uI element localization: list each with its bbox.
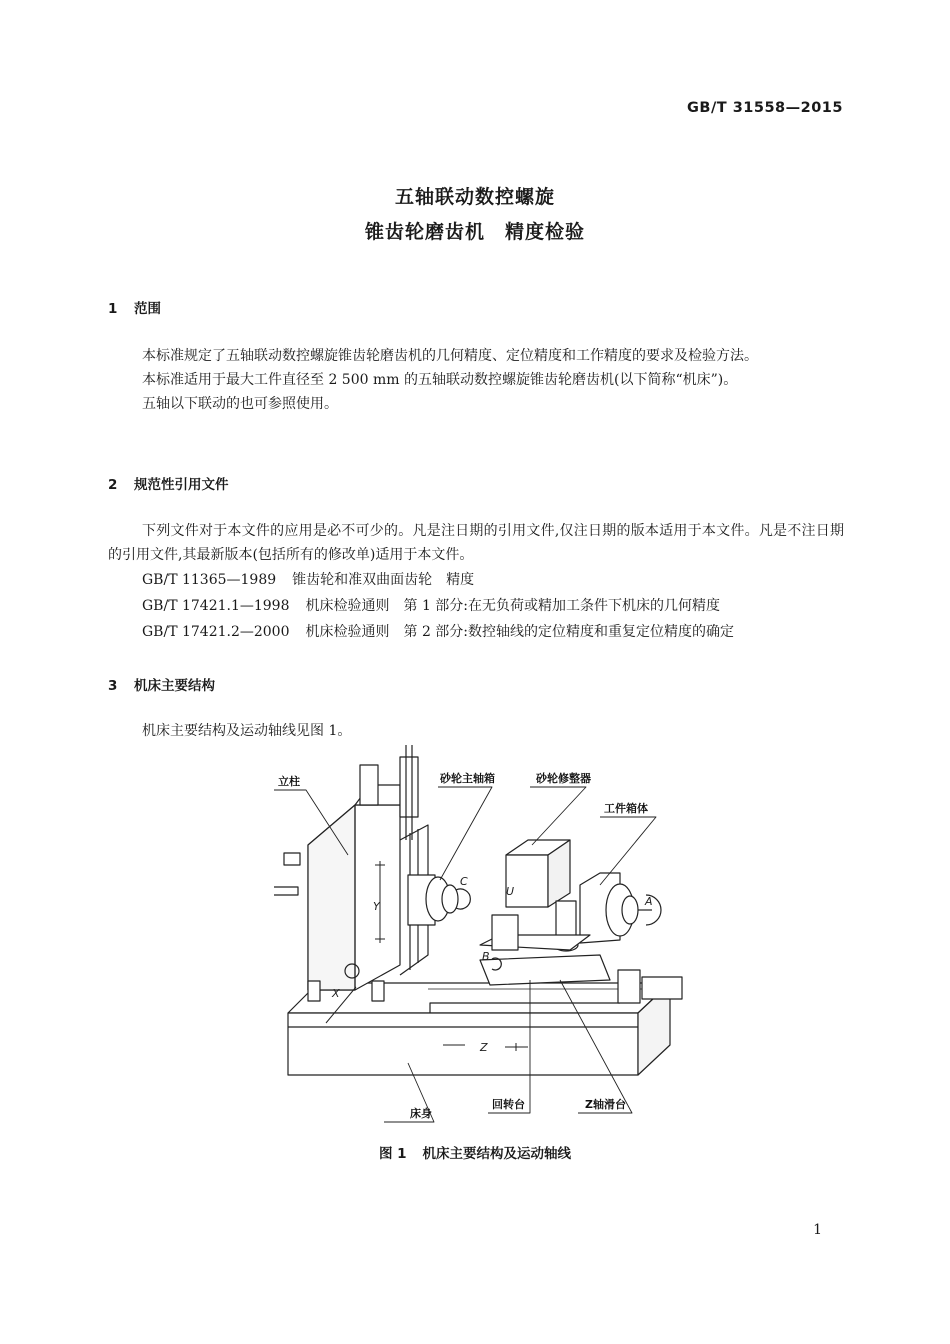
section-1-body bbox=[108, 344, 844, 416]
section-2-heading bbox=[108, 473, 229, 493]
axis-b-label: B bbox=[482, 950, 490, 963]
axis-z-label: Z bbox=[480, 1041, 488, 1054]
reference-title: 机床检验通则 第 1 部分:在无负荷或精加工条件下机床的几何精度 bbox=[305, 598, 721, 614]
label-work-head: 工件箱体 bbox=[604, 802, 648, 815]
caption-number: 图 1 bbox=[378, 1146, 407, 1162]
label-column: 立柱 bbox=[278, 775, 300, 788]
section-number: 2 bbox=[108, 477, 118, 493]
section-1-heading bbox=[108, 297, 161, 317]
axis-u-label: U bbox=[506, 885, 515, 898]
paragraph: 本标准适用于最大工件直径至 2 500 mm 的五轴联动数控螺旋锥齿轮磨齿机(以下简称“机床”)。 bbox=[142, 372, 738, 388]
machine-structure-figure bbox=[260, 745, 700, 1130]
section-number: 1 bbox=[108, 301, 118, 317]
tail-drive-drawing bbox=[618, 970, 682, 1003]
section-2-body bbox=[108, 519, 844, 567]
paragraph: 本标准规定了五轴联动数控螺旋锥齿轮磨齿机的几何精度、定位精度和工作精度的要求及检验方法。 bbox=[142, 348, 758, 364]
axis-c-label: C bbox=[460, 875, 468, 888]
bed-drawing bbox=[288, 983, 670, 1075]
reference-code: GB/T 11365—1989 bbox=[142, 572, 277, 588]
label-dresser: 砂轮修整器 bbox=[536, 772, 591, 785]
reference-code: GB/T 17421.2—2000 bbox=[142, 624, 290, 640]
paragraph: 五轴以下联动的也可参照使用。 bbox=[142, 396, 338, 412]
section-3-heading bbox=[108, 674, 215, 694]
reference-item bbox=[142, 594, 720, 618]
reference-code: GB/T 17421.1—1998 bbox=[142, 598, 290, 614]
document-title-line2: 锥齿轮磨齿机 精度检验 bbox=[364, 221, 585, 243]
label-rotary-table: 回转台 bbox=[492, 1098, 525, 1111]
paragraph: 机床主要结构及运动轴线见图 1。 bbox=[142, 723, 352, 739]
standard-code: GB/T 31558—2015 bbox=[687, 100, 843, 116]
section-3-body bbox=[108, 719, 844, 743]
label-z-slide: Z轴滑台 bbox=[585, 1098, 626, 1111]
paragraph: 下列文件对于本文件的应用是必不可少的。凡是注日期的引用文件,仅注日期的版本适用于本文件。凡是不注日期的引用文件,其最新版本(包括所有的修改单)适用于本文件。 bbox=[108, 523, 844, 563]
label-wheel-head: 砂轮主轴箱 bbox=[440, 772, 495, 785]
reference-item bbox=[142, 568, 474, 592]
caption-text: 机床主要结构及运动轴线 bbox=[422, 1146, 572, 1162]
axis-a-label: A bbox=[645, 895, 653, 908]
figure-caption bbox=[0, 1142, 950, 1162]
section-number: 3 bbox=[108, 678, 118, 694]
section-title: 机床主要结构 bbox=[134, 678, 215, 694]
section-title: 规范性引用文件 bbox=[134, 477, 229, 493]
axis-x-label: X bbox=[332, 987, 340, 1000]
section-title: 范围 bbox=[134, 301, 161, 317]
label-bed: 床身 bbox=[410, 1107, 432, 1120]
reference-title: 锥齿轮和准双曲面齿轮 精度 bbox=[292, 572, 475, 588]
reference-title: 机床检验通则 第 2 部分:数控轴线的定位精度和重复定位精度的确定 bbox=[305, 624, 735, 640]
page-number: 1 bbox=[813, 1222, 822, 1238]
axis-y-label: Y bbox=[373, 900, 380, 913]
reference-item bbox=[142, 620, 734, 644]
workhead-drawing bbox=[580, 873, 661, 943]
document-title-line1: 五轴联动数控螺旋 bbox=[394, 186, 555, 208]
